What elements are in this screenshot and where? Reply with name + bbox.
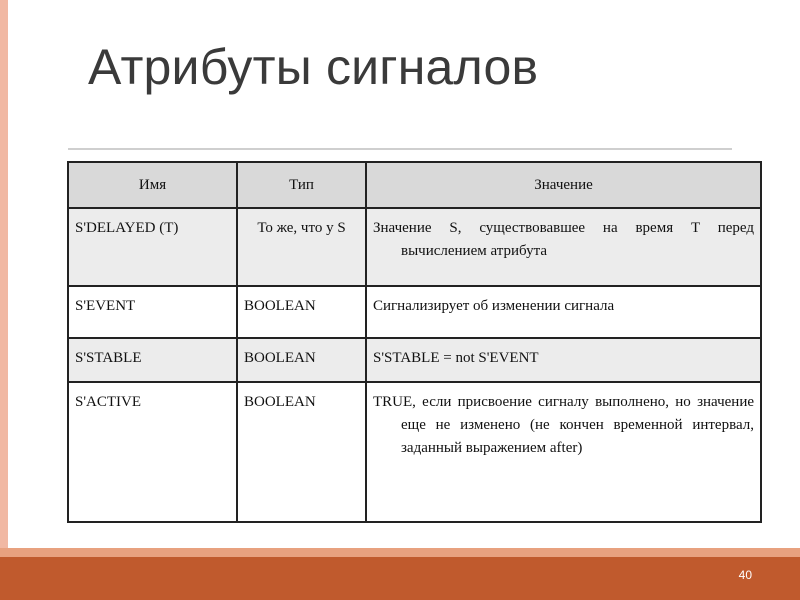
cell-value: S'STABLE = not S'EVENT — [366, 338, 761, 382]
page-number: 40 — [738, 568, 752, 582]
cell-name: S'DELAYED (T) — [68, 208, 237, 286]
table-row — [68, 382, 761, 522]
cell-value — [366, 208, 761, 286]
left-accent-bar — [0, 0, 8, 548]
table-row — [68, 338, 761, 382]
cell-value-text: Значение S, существовавшее на время T перед вычислением атрибута — [373, 220, 754, 259]
cell-type: То же, что у S — [237, 208, 366, 286]
cell-value: Сигнализирует об изменении сигнала — [366, 286, 761, 338]
header-value: Значение — [366, 162, 761, 208]
cell-name: S'ACTIVE — [68, 382, 237, 522]
header-name: Имя — [68, 162, 237, 208]
cell-value-text: TRUE, если присвоение сигналу выполнено, но значение еще не изменено (не кончен временной интервал, заданный выражением after) — [373, 394, 754, 456]
slide-title: Атрибуты сигналов — [88, 39, 539, 95]
cell-value — [366, 382, 761, 522]
table-row — [68, 208, 761, 286]
footer-bar — [0, 557, 800, 600]
footer-accent-strip — [0, 548, 800, 557]
header-type: Тип — [237, 162, 366, 208]
cell-type: BOOLEAN — [237, 382, 366, 522]
cell-name: S'EVENT — [68, 286, 237, 338]
table-row — [68, 286, 761, 338]
cell-type: BOOLEAN — [237, 286, 366, 338]
table-header-row — [68, 162, 761, 208]
cell-name: S'STABLE — [68, 338, 237, 382]
title-divider — [68, 148, 732, 150]
signal-attributes-table — [67, 161, 762, 523]
cell-type: BOOLEAN — [237, 338, 366, 382]
